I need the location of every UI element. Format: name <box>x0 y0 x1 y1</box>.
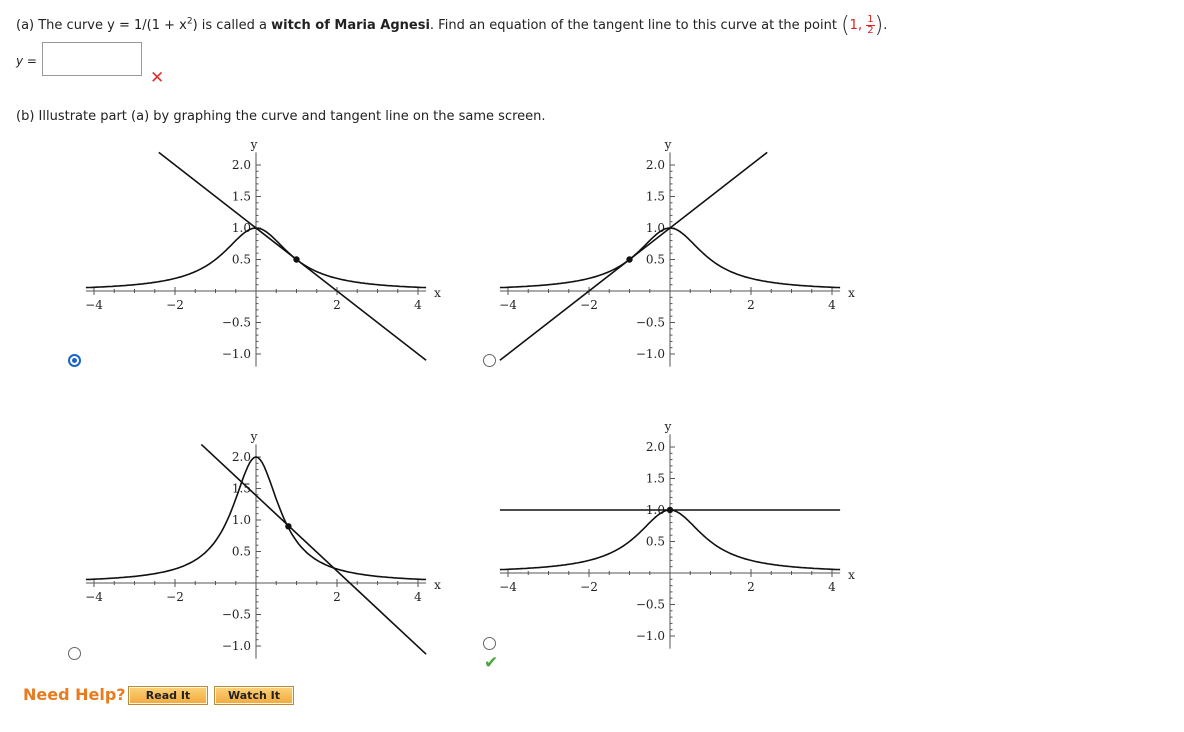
graph-option-2 <box>496 128 856 368</box>
x-tick-label: 2 <box>333 298 341 312</box>
x-tick-label: 4 <box>828 298 836 312</box>
graph-option-3 <box>82 420 442 660</box>
y-tick-label: −1.0 <box>635 347 665 361</box>
x-tick-label: 2 <box>333 590 341 604</box>
graph-option-4 <box>496 410 856 650</box>
y-tick-label: 1.5 <box>231 189 251 204</box>
curve-equation: $y = 1/(1 + x^2)$ <box>107 16 198 33</box>
y-tick-label: 0.5 <box>231 544 251 559</box>
y-axis-label: y <box>250 137 258 152</box>
x-tick-label: −4 <box>499 298 517 312</box>
given-point: (1, $\frac{1}{2}$ ) <box>841 13 884 38</box>
read-it-button[interactable]: Read It <box>128 686 208 705</box>
answer-label: y = <box>16 54 37 68</box>
tangent-line <box>500 152 767 360</box>
y-tick-label: −0.5 <box>221 315 251 330</box>
x-tick-label: 4 <box>414 590 422 604</box>
option-radio-4[interactable] <box>483 637 496 650</box>
y-tick-label: −0.5 <box>635 597 665 612</box>
x-tick-label: 2 <box>747 580 755 594</box>
y-tick-label: 2.0 <box>231 158 251 172</box>
question-part-a: (a) The curve $y = 1/(1 + x^2)$ is called a witch of Maria Agnesi. Find an equation of the tangent line to this curve at the point (1, $\frac{1}{2}$ ). <box>16 13 888 38</box>
question-part-b: (b) Illustrate part (a) by graphing the curve and tangent line on the same screen. <box>16 109 546 124</box>
option-radio-3[interactable] <box>68 647 81 660</box>
y-tick-label: 1.0 <box>645 503 665 517</box>
y-tick-label: 1.5 <box>645 189 665 204</box>
y-tick-label: 2.0 <box>231 450 251 464</box>
x-tick-label: 2 <box>747 298 755 312</box>
correct-check-icon: ✔ <box>484 653 499 673</box>
y-tick-label: 1.0 <box>645 221 665 235</box>
watch-it-button[interactable]: Watch It <box>214 686 294 705</box>
x-tick-label: −4 <box>85 298 103 312</box>
option-radio-1[interactable] <box>68 354 81 367</box>
y-tick-label: 1.5 <box>231 481 251 496</box>
tangent-point <box>293 256 299 262</box>
x-tick-label: −4 <box>499 580 517 594</box>
graph-option-1 <box>82 128 442 368</box>
x-axis-label: x <box>434 578 441 592</box>
y-tick-label: −1.0 <box>221 347 251 361</box>
x-tick-label: −2 <box>580 580 598 594</box>
tangent-line <box>159 152 426 360</box>
y-tick-label: 1.0 <box>231 513 251 527</box>
x-tick-label: 4 <box>828 580 836 594</box>
y-axis-label: y <box>664 419 672 434</box>
y-tick-label: −0.5 <box>221 607 251 622</box>
tangent-point <box>626 256 632 262</box>
y-tick-label: −0.5 <box>635 315 665 330</box>
x-tick-label: −2 <box>580 298 598 312</box>
x-tick-label: 4 <box>414 298 422 312</box>
answer-input[interactable] <box>42 42 142 76</box>
tangent-point <box>667 507 673 513</box>
y-axis-label: y <box>664 137 672 152</box>
y-tick-label: 0.5 <box>231 252 251 267</box>
y-tick-label: 2.0 <box>645 158 665 172</box>
y-tick-label: 1.0 <box>231 221 251 235</box>
tangent-point <box>285 523 291 529</box>
x-tick-label: −2 <box>166 590 184 604</box>
y-tick-label: 0.5 <box>645 534 665 549</box>
y-tick-label: −1.0 <box>635 629 665 643</box>
x-tick-label: −4 <box>85 590 103 604</box>
x-axis-label: x <box>434 286 441 300</box>
x-axis-label: x <box>848 568 855 582</box>
y-tick-label: 2.0 <box>645 440 665 454</box>
y-tick-label: −1.0 <box>221 639 251 653</box>
need-help-label: Need Help? <box>23 685 126 704</box>
y-tick-label: 1.5 <box>645 471 665 486</box>
option-radio-2[interactable] <box>483 354 496 367</box>
x-tick-label: −2 <box>166 298 184 312</box>
incorrect-icon: ✕ <box>150 68 165 88</box>
x-axis-label: x <box>848 286 855 300</box>
y-axis-label: y <box>250 429 258 444</box>
witch-of-agnesi-term: witch of Maria Agnesi <box>271 18 430 33</box>
y-tick-label: 0.5 <box>645 252 665 267</box>
